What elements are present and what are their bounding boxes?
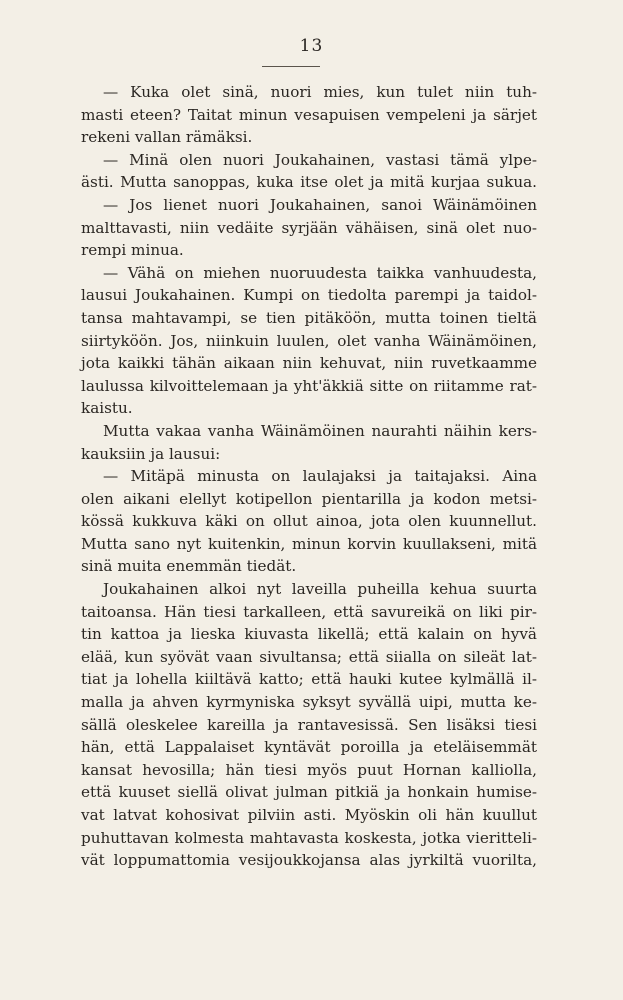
- text-line: Mutta vakaa vanha Wäinämöinen naurahti näihin kers-: [103, 421, 537, 440]
- text-line: vat latvat kohosivat pilviin asti. Myöskin oli hän kuullut: [81, 806, 537, 824]
- text-line: Joukahainen alkoi nyt laveilla puheilla kehua suurta: [103, 580, 537, 599]
- text-line: tansa mahtavampi, se tien pitäköön, mutta toinen tieltä: [81, 308, 537, 327]
- text-line: taitoansa. Hän tiesi tarkalleen, että savureikä on liki pir-: [81, 602, 537, 621]
- text-line: jota kaikki tähän aikaan niin kehuvat, niin ruvetkaamme: [81, 354, 537, 373]
- text-line: rempi minua.: [81, 241, 184, 260]
- text-line: kaistu.: [81, 399, 133, 418]
- text-line: hän, että Lappalaiset kyntävät poroilla ja eteläisemmät: [81, 738, 537, 757]
- body-text: [81, 81, 537, 872]
- text-line: että kuuset siellä olivat julman pitkiä ja honkain humise-: [81, 783, 537, 802]
- page-number: 13: [299, 36, 324, 56]
- text-line: elää, kun syövät vaan sivultansa; että siialla on sileät lat-: [81, 647, 537, 666]
- text-line: sällä oleskelee kareilla ja rantavesissä. Sen lisäksi tiesi: [81, 715, 537, 734]
- text-line: olen aikani elellyt kotipellon pientarilla ja kodon metsi-: [81, 489, 537, 508]
- text-line: vät loppumattomia vesijoukkojansa alas jyrkiltä vuorilta,: [81, 851, 537, 870]
- text-line: kössä kukkuva käki on ollut ainoa, jota olen kuunnellut.: [81, 512, 537, 531]
- text-line: tin kattoa ja lieska kiuvasta likellä; että kalain on hyvä: [81, 625, 537, 644]
- text-line: ästi. Mutta sanoppas, kuka itse olet ja mitä kurjaa sukua.: [81, 173, 537, 192]
- text-line: — Jos lienet nuori Joukahainen, sanoi Wäinämöinen: [103, 195, 537, 214]
- text-line: — Minä olen nuori Joukahainen, vastasi tämä ylpe-: [103, 150, 537, 169]
- text-line: kansat hevosilla; hän tiesi myös puut Hornan kalliolla,: [81, 760, 537, 779]
- text-line: sinä muita enemmän tiedät.: [81, 557, 297, 576]
- text-line: malttavasti, niin vedäite syrjään vähäisen, sinä olet nuo-: [81, 218, 537, 237]
- text-line: kauksiin ja lausui:: [81, 444, 221, 463]
- text-line: — Kuka olet sinä, nuori mies, kun tulet niin tuh-: [103, 83, 537, 101]
- text-line: — Vähä on miehen nuoruudesta taikka vanhuudesta,: [103, 263, 537, 282]
- text-line: siirtyköön. Jos, niinkuin luulen, olet vanha Wäinämöinen,: [81, 331, 537, 350]
- text-line: laulussa kilvoittelemaan ja yht'äkkiä sitte on riitamme rat-: [81, 376, 537, 395]
- text-line: Mutta sano nyt kuitenkin, minun korvin kuullakseni, mitä: [81, 534, 537, 553]
- text-line: rekeni vallan rämäksi.: [81, 128, 253, 147]
- text-line: puhuttavan kolmesta mahtavasta koskesta, jotka vieritteli-: [81, 828, 537, 847]
- text-line: tiat ja lohella kiiltävä katto; että hauki kutee kylmällä il-: [81, 670, 537, 689]
- text-line: malla ja ahven kyrmyniska syksyt syvällä uipi, mutta ke-: [81, 693, 537, 712]
- text-line: lausui Joukahainen. Kumpi on tiedolta parempi ja taidol-: [81, 286, 537, 305]
- header-rule: [262, 66, 320, 67]
- text-line: masti eteen? Taitat minun vesapuisen vempeleni ja särjet: [81, 105, 537, 124]
- text-line: — Mitäpä minusta on laulajaksi ja taitajaksi. Aina: [103, 467, 537, 486]
